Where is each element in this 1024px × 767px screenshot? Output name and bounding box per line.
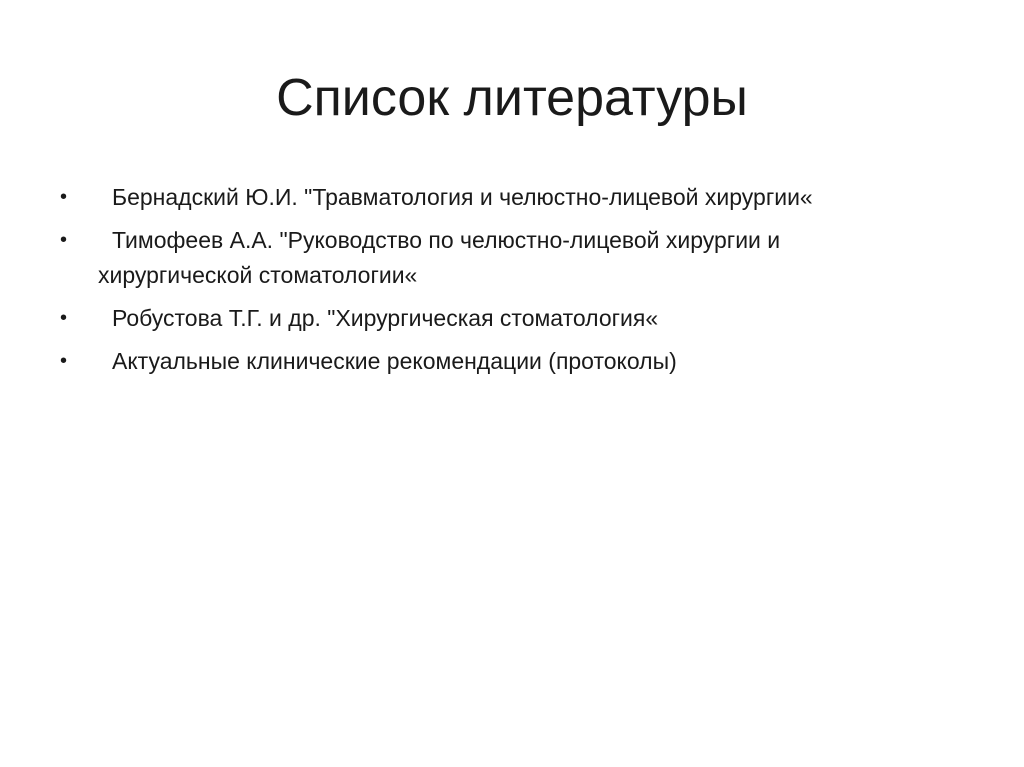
list-item — [56, 180, 956, 215]
bullet-icon: • — [60, 307, 68, 329]
bullet-list — [56, 180, 956, 387]
bullet-icon: • — [60, 186, 68, 208]
bullet-text: Робустова Т.Г. и др. "Хирургическая стоматология« — [112, 305, 659, 331]
bullet-text: Бернадский Ю.И. "Травматология и челюстно-лицевой хирургии« — [112, 184, 813, 210]
bullet-text: Тимофеев А.А. "Руководство по челюстно-лицевой хирургии и хирургической стоматологии« — [98, 227, 781, 288]
list-item — [56, 301, 956, 336]
list-item — [56, 223, 888, 293]
bullet-icon: • — [60, 350, 68, 372]
list-item — [56, 344, 956, 379]
bullet-icon: • — [60, 229, 68, 251]
bullet-text: Актуальные клинические рекомендации (протоколы) — [112, 348, 677, 374]
slide-title: Список литературы — [276, 69, 748, 127]
